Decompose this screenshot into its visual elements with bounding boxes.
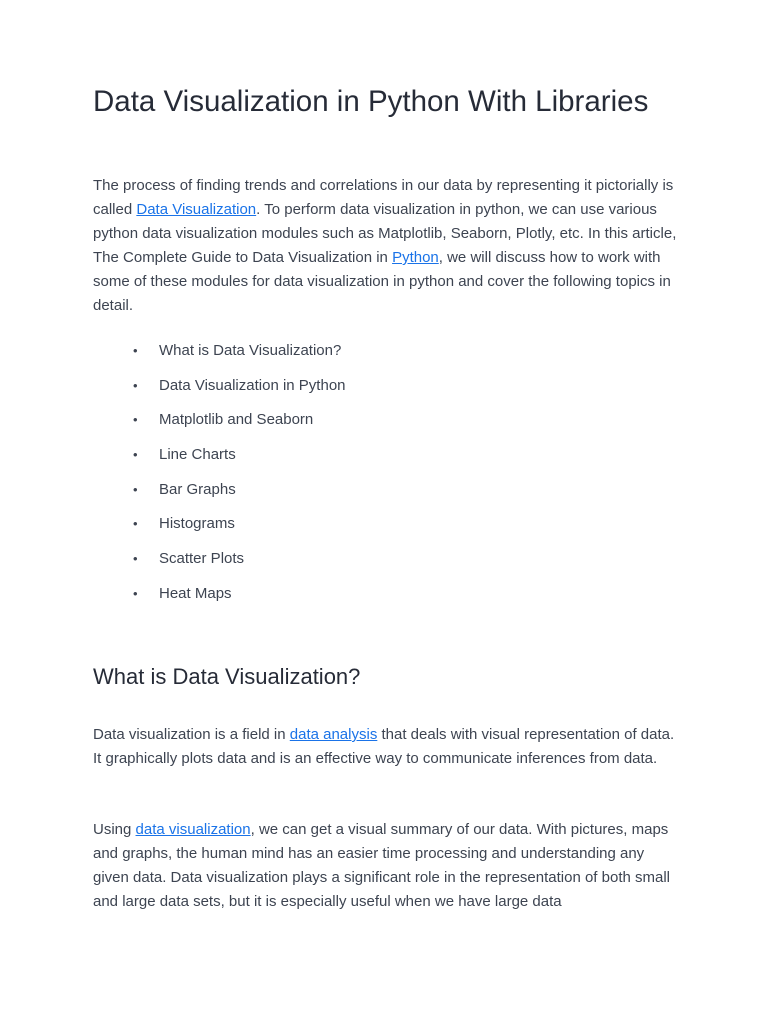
topic-label: What is Data Visualization? [159, 342, 342, 359]
article-title: Data Visualization in Python With Libraries [93, 85, 649, 118]
paragraph-text-1: Using [93, 821, 136, 838]
topic-label: Heat Maps [159, 584, 232, 602]
intro-text-2: . To perform data visualization in python, we can use various python data visualization modules such as Matplotlib, Seaborn, Plotly, etc. In this article, The Complete Guide to Data Visualization in [93, 201, 677, 266]
list-item [93, 339, 346, 374]
list-item [93, 582, 346, 617]
data-analysis-link[interactable]: data analysis [289, 726, 378, 743]
topic-label: Scatter Plots [159, 550, 245, 568]
list-item [93, 443, 346, 478]
python-link[interactable]: Python [392, 249, 439, 266]
list-item [93, 547, 346, 582]
data-visualization-link[interactable]: Data Visualization [136, 201, 257, 218]
intro-text-3: , we will discuss how to work with some of these modules for data visualization in python and cover the following topics in detail. [93, 249, 671, 314]
bullet-icon: • [133, 412, 138, 428]
list-item [93, 408, 346, 443]
paragraph-text-1: Data visualization is a field in [93, 726, 290, 743]
list-item [93, 374, 346, 409]
topics-list [93, 339, 346, 617]
paragraph [93, 723, 683, 771]
section-heading: What is Data Visualization? [93, 664, 361, 689]
paragraph-text-2: that deals with visual representation of data. It graphically plots data and is an effective way to communicate inferences from data. [93, 726, 675, 767]
topic-label: Line Charts [159, 446, 236, 464]
topic-label: Matplotlib and Seaborn [159, 411, 314, 429]
bullet-icon: • [133, 447, 138, 463]
bullet-icon: • [133, 481, 138, 497]
bullet-icon: • [133, 343, 138, 358]
bullet-icon: • [133, 585, 138, 601]
list-item [93, 478, 346, 513]
list-item [93, 512, 346, 547]
topic-label: Data Visualization in Python [159, 376, 346, 394]
topic-label: Histograms [159, 515, 235, 533]
intro-paragraph [93, 174, 678, 318]
bullet-icon: • [133, 551, 138, 567]
intro-text-1: The process of finding trends and correlations in our data by representing it pictorially is called [93, 177, 674, 218]
bullet-icon: • [133, 516, 138, 532]
bullet-icon: • [133, 377, 138, 393]
paragraph [93, 818, 683, 914]
paragraph-text-2: , we can get a visual summary of our data. With pictures, maps and graphs, the human mind has an easier time processing and understanding any given data. Data visualization plays a significant role in the representation of both small and large data sets, but it is especially useful when we have large data [93, 821, 670, 910]
data-visualization-inline-link[interactable]: data visualization [135, 821, 251, 838]
topic-label: Bar Graphs [159, 480, 236, 498]
